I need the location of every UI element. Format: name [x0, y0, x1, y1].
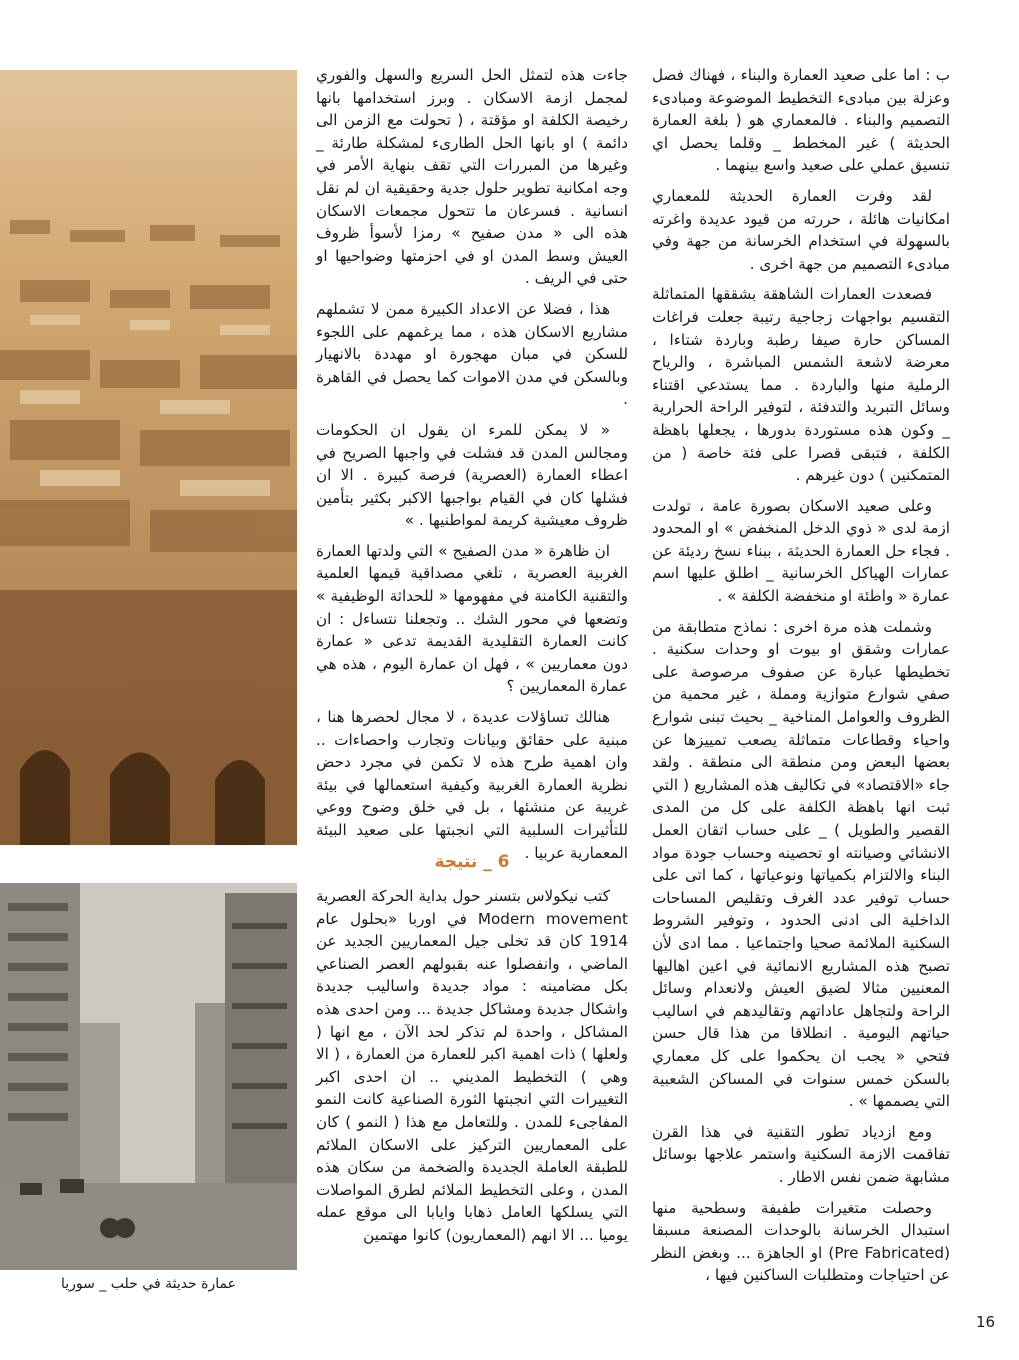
paragraph: ان ظاهرة « مدن الصفيح » التي ولدتها العمارة الغربية العصرية ، تلغي مصداقية قيمها العلمية والتقنية الكامنة في مفهومها « للحداثة الوظيفية » وتضعها في محور الشك .. وتجعلنا نتساءل : ان كانت العمارة التقليدية القديمة تدعى « عمارة دون معماريين » ، فهل ان عمارة اليوم ، هذه هي عمارة المعماريين ؟	[316, 541, 628, 696]
paragraph: فصعدت العمارات الشاهقة بشققها المتماثلة التقسيم بواجهات زجاجية رتيبة جعلت فراغات المساكن حارة صيفا رطبة وباردة شتاءا ، معرضة لاشعة الشمس المباشرة ، والرياح الرملية منها والباردة . مما يستدعي اقتناء وسائل التبريد والتدفئة ، لتوفير الراحة الحرارية _ وكون هذه مستوردة بدورها ، يجعلها باهظة الكلفة ، فتبقى قصرا على فئة خاصة ( من المتمكنين ) دون غيرهم .	[652, 285, 950, 485]
paragraph: هنالك تساؤلات عديدة ، لا مجال لحصرها هنا ، مبنية على حقائق وبيانات وتجارب واحصاءات .. وان اهمية طرح هذه لا تكمن في مجرد دحض نظرية العمارة الغربية وكيفية استعمالها في بيئة غريبة عن منشئها ، بل في خلق وضوح ووعي للتأثيرات السلبية التي انجبتها على صعيد البيئة المعمارية عربيا .	[316, 708, 628, 862]
paragraph: لقد وفرت العمارة الحديثة للمعماري امكانيات هائلة ، حررته من قيود عديدة واغرته بالسهولة في استخدام الخرسانة من جهة وفي مبادىء التصميم من جهة اخرى .	[652, 186, 950, 273]
right-text-column	[652, 64, 950, 1290]
section-heading: 6 _ نتيجة	[434, 852, 510, 872]
page-number: 16	[976, 1313, 996, 1331]
paragraph: ومع ازدياد تطور التقنية في هذا القرن تفاقمت الازمة السكنية واستمر علاجها بوسائل مشابهة ضمن نفس الاطار .	[652, 1122, 950, 1186]
photo-caption: عمارة حديثة في حلب _ سوريا	[61, 1276, 236, 1292]
paragraph: وشملت هذه مرة اخرى : نماذج متطابقة من عمارات وشقق او بيوت او وحدات سكنية . تخطيطها عبارة عن صفوف مرصوصة على صفي شوارع متوازية ومملة ، غير محمية من الظروف والعوامل المناخية _ بحيث تبنى شوارع واحياء وقطاعات متماثلة يصعب تمييزها عن بعضها البعض ومن منطقة الى منطقة . ولقد جاء «الاقتصاد» في تكاليف هذه المشاريع ( التي ثبت انها باهظة الكلفة على كل من المدى القصير والطويل ) _ على حساب اتقان العمل الانشائي وصيانته او تحصينه وحساب جودة مواد البناء والالتزام بكمياتها ونوعياتها ، كما اتى على حساب توفير عدد الغرف وتقليص المساحات الداخلية الى ادنى الحدود ، وتوفير الشروط السكنية الملائمة صحيا واجتماعيا . مما ادى لأن تصبح هذه المشاريع الانمائية في اعين اهاليها المعنيين مثالا لضيق العيش ولانعدام وسائل الراحة ولتجاهل عاداتهم وتقاليدهم في اساليب حياتهم اليومية . انطلاقا من هذا قال حسن فتحي « يجب ان يحكموا على كل معماري بالسكن خمس سنوات في المساكن الشعبية التي يصممها » .	[652, 617, 950, 1111]
aerial-city-photo	[0, 70, 297, 845]
paragraph: وعلى صعيد الاسكان بصورة عامة ، تولدت ازمة لدى « ذوي الدخل المنخفض » او المحدود . فجاء حل العمارة الحديثة ، ببناء نسخ رديئة عن عمارات الهياكل الخرسانية _ اطلق عليها اسم عمارة « واطئة او منخفضة الكلفة » .	[652, 496, 950, 606]
paragraph: ب : اما على صعيد العمارة والبناء ، فهناك فصل وعزلة بين مبادىء التخطيط الموضوعة ومبادىء التصميم والبناء . فالمعماري هو ( بلغة العمارة الحديثة ) غير المخطط _ وقلما يحصل اي تنسيق عملي على صعيد واسع بينهما .	[652, 66, 950, 175]
middle-text-column-lower	[316, 885, 628, 1285]
paragraph: كتب نيكولاس بتسنر حول بداية الحركة العصرية Modern movement في اوربا «بحلول عام 1914 كان قد تخلى جيل المعماريين الجديد عن الماضي ، وانفصلوا عنه بقبولهم العصر الصناعي بكل مضامينه : مواد جديدة واساليب جديدة واشكال جديدة ومشاكل جديدة ... ومن احدى هذه المشاكل ، واحدة لم تذكر لحد الآن ، مع انها ( ولعلها ) ذات اهمية اكبر للعمارة من العمارة ، ( الا وهي ) التخطيط المديني .. ان احدى اكبر التغييرات التي انجبتها الثورة الصناعية كانت النمو المفاجىء للمدن . وللتعامل مع هذا ( النمو ) كان على المعماريين التركيز على الاسكان الملائم للطبقة العاملة الجديدة والضخمة من سكان هذه المدن ، وعلى التخطيط الملائم لطرق المواصلات التي يسلكها العامل ذهابا وايابا الى موقع عمله يوميا ... الا انهم (المعماريون) كانوا مهتمين	[316, 887, 629, 1244]
paragraph: « لا يمكن للمرء ان يقول ان الحكومات ومجالس المدن قد فشلت في واجبها الصريح في اعطاء العمارة (العصرية) فرصة كبيرة . الا ان فشلها كان في القيام بواجبها الاكبر بكثير بتأمين ظروف معيشية كريمة لمواطنيها . »	[316, 420, 628, 530]
paragraph: جاءت هذه لتمثل الحل السريع والسهل والفوري لمجمل ازمة الاسكان . وبرز استخدامها بانها رخيصة الكلفة او مؤقتة ، ( تحولت مع الزمن الى دائمة ) او بانها الحل الطارىء لمشكلة طارئة _ وغيرها من المبررات التي تقف بنهاية الأمر في وجه امكانية تطوير حلول جدية وحقيقية ان لم نقل انسانية . فسرعان ما تتحول مجمعات الاسكان هذه الى « مدن صفيح » رمزا لأسوأ ظروف العيش وسط المدن او في احزمتها وضواحيها او حتى في الريف .	[316, 66, 628, 288]
aleppo-street-photo	[0, 883, 297, 1270]
paragraph: هذا ، فضلا عن الاعداد الكبيرة ممن لا تشملهم مشاريع الاسكان هذه ، مما يرغمهم على اللجوء للسكن في مبان مهجورة او مهددة بالانهيار وبالسكن في مدن الاموات كما يحصل في القاهرة .	[316, 299, 628, 409]
paragraph: وحصلت متغيرات طفيفة وسطحية منها استبدال الخرسانة بالوحدات المصنعة مسبقا (Pre Fabricated) او الجاهزة ... وبغض النظر عن احتياجات ومتطلبات الساكنين فيها ،	[652, 1198, 950, 1285]
